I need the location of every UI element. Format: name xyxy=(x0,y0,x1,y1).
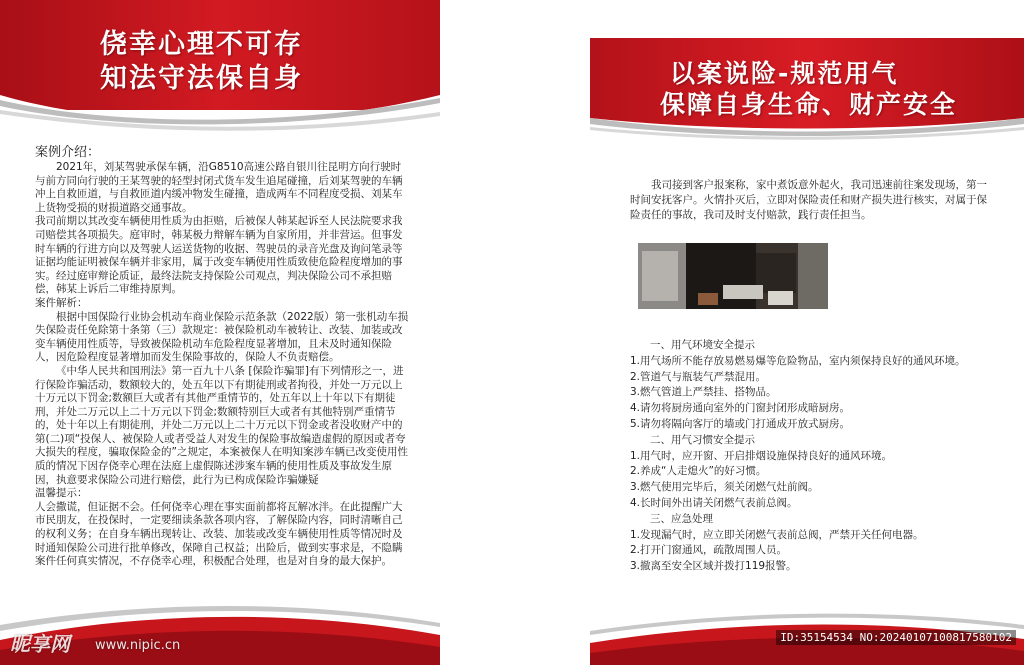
list-item: 3.撤离至安全区域并拨打119报警。 xyxy=(630,560,797,573)
watermark-id: ID:35154534 NO:20240107100817580102 xyxy=(776,630,1016,645)
paragraph: 2021年，刘某驾驶承保车辆，沿G8510高速公路自银川往昆明方向行驶时与前方同向行驶的王某驾驶的轻型封闭式货车发生追尾碰撞，后刘某驾驶的车辆冲上自救匝道，与自救匝道内缓冲物发生碰撞，造成两车不同程度受损、刘某车上货物受损的财损道路交通事故。 xyxy=(35,161,403,214)
paragraph: 我司前期以其改变车辆使用性质为由拒赔，后被保人韩某起诉至人民法院要求我司赔偿其各项损失。庭审时，韩某极力辩解车辆为自家所用，并非营运。但事发时车辆的行进方向以及驾驶人运送货物的收据、驾驶员的录音光盘及询问笔录等证据均能证明被保车辆并非家用，属于改变车辆使用性质致使危险程度增加的事实。经过庭审辩论质证，最终法院支持保险公司观点，判决保险公司不承担赔偿，韩某上诉后二审维持原判。 xyxy=(35,215,403,296)
right-title xyxy=(660,58,957,121)
left-title-line2: 知法守法保自身 xyxy=(100,62,303,94)
page-gutter xyxy=(440,0,590,665)
list-item: 4.长时间外出请关闭燃气表前总阀。 xyxy=(630,496,798,509)
watermark-url: www.nipic.cn xyxy=(95,638,181,653)
list-item: 一、用气环境安全提示 xyxy=(650,339,755,351)
left-header-banner xyxy=(0,0,440,140)
list-item: 2.养成“人走熄火”的好习惯。 xyxy=(630,465,767,478)
list-item: 2.管道气与瓶装气严禁混用。 xyxy=(630,370,767,383)
right-title-line2: 保障自身生命、财产安全 xyxy=(660,90,958,120)
fire-scene-photo xyxy=(638,243,828,309)
list-item: 3.燃气管道上严禁挂、搭物品。 xyxy=(630,386,777,399)
watermark-logo: 昵享网 xyxy=(10,632,70,656)
list-item: 4.请勿将厨房通向室外的门窗封闭形成暗厨房。 xyxy=(630,402,851,415)
list-item: 1.发现漏气时，应立即关闭燃气表前总阀，严禁开关任何电器。 xyxy=(630,528,924,541)
list-item: 1.用气场所不能存放易燃易爆等危险物品，室内须保持良好的通风环境。 xyxy=(630,354,966,367)
list-item: 二、用气习惯安全提示 xyxy=(650,433,755,446)
left-body xyxy=(35,145,410,569)
list-item: 1.用气时，应开窗、开启排烟设施保持良好的通风环境。 xyxy=(630,449,893,462)
right-title-line1: 以案说险-规范用气 xyxy=(670,59,899,88)
right-poster xyxy=(590,0,1024,665)
paragraph: 《中华人民共和国刑法》第一百九十八条 [保险诈骗罪]有下列情形之一，进行保险诈骗活动，数额较大的，处五年以下有期徒刑或者拘役，并处一万元以上十万元以下罚金;数额巨大或者有其他严重情节的，处五年以上十年以下有期徒刑，并处二万元以上二十万元以下罚金;数额特别巨大或者有其他特别严重情节的，处十年以上有期徒刑，并处二万元以上二十万元以下罚金或者没收财产中的第(二)项“投保人、被保险人或者受益人对发生的保险事故编造虚假的原因或者夸大损失的程度，骗取保险金的”之规定，本案被保人在明知案涉车辆已改变使用性质的情况下因存侥幸心理在法庭上虚假陈述涉案车辆的使用性质及事故发生原因，执意要求保险公司进行赔偿，此行为已构成保险诈骗嫌疑 xyxy=(35,364,408,486)
case-heading: 案例介绍： xyxy=(35,145,101,160)
list-item: 三、应急处理 xyxy=(650,512,713,525)
paragraph: 根据中国保险行业协会机动车商业保险示范条款（2022版）第一张机动车损失保险责任免除第十条第（三）款规定：被保险机动车被转让、改装、加装或改变车辆使用性质等，导致被保险机动车危险程度显著增加，且未及时通知保险人，因危险程度显著增加而发生保险事故的，保险人不负责赔偿。 xyxy=(35,310,409,364)
list-item: 3.燃气使用完毕后，须关闭燃气灶前阀。 xyxy=(630,481,819,494)
right-header-banner xyxy=(590,0,1024,140)
paragraph: 人会撒谎，但证据不会。任何侥幸心理在事实面前都将瓦解冰泮。在此提醒广大市民朋友，在投保时，一定要细读条款各项内容，了解保险内容，同时清晰自己的权利义务；在自身车辆出现转让、改装、加装或改变车辆使用性质等情况时及时通知保险公司进行批单修改，保障自己权益；出险后，做到实事求是，不隐瞒案件任何真实情况，不存侥幸心理，积极配合处理，也是对自身的最大保护。 xyxy=(35,500,403,568)
left-poster xyxy=(0,0,440,665)
list-item: 5.请勿将隔向客厅的墙或门打通成开放式厨房。 xyxy=(630,417,851,430)
left-title xyxy=(100,28,303,96)
left-title-line1: 侥幸心理不可存 xyxy=(100,29,303,60)
paragraph: 案件解析： xyxy=(35,296,88,309)
right-intro: 我司接到客户报案称，家中煮饭意外起火，我司迅速前往案发现场，第一时间安抚客户。火情扑灭后，立即对保险责任和财产损失进行核实，对属于保险责任的事故，我司及时支付赔款，践行责任担当。 xyxy=(630,179,987,221)
list-item: 2.打开门窗通风，疏散周围人员。 xyxy=(630,544,788,557)
safety-tips-list xyxy=(630,338,1010,575)
paragraph: 温馨提示： xyxy=(35,487,88,500)
